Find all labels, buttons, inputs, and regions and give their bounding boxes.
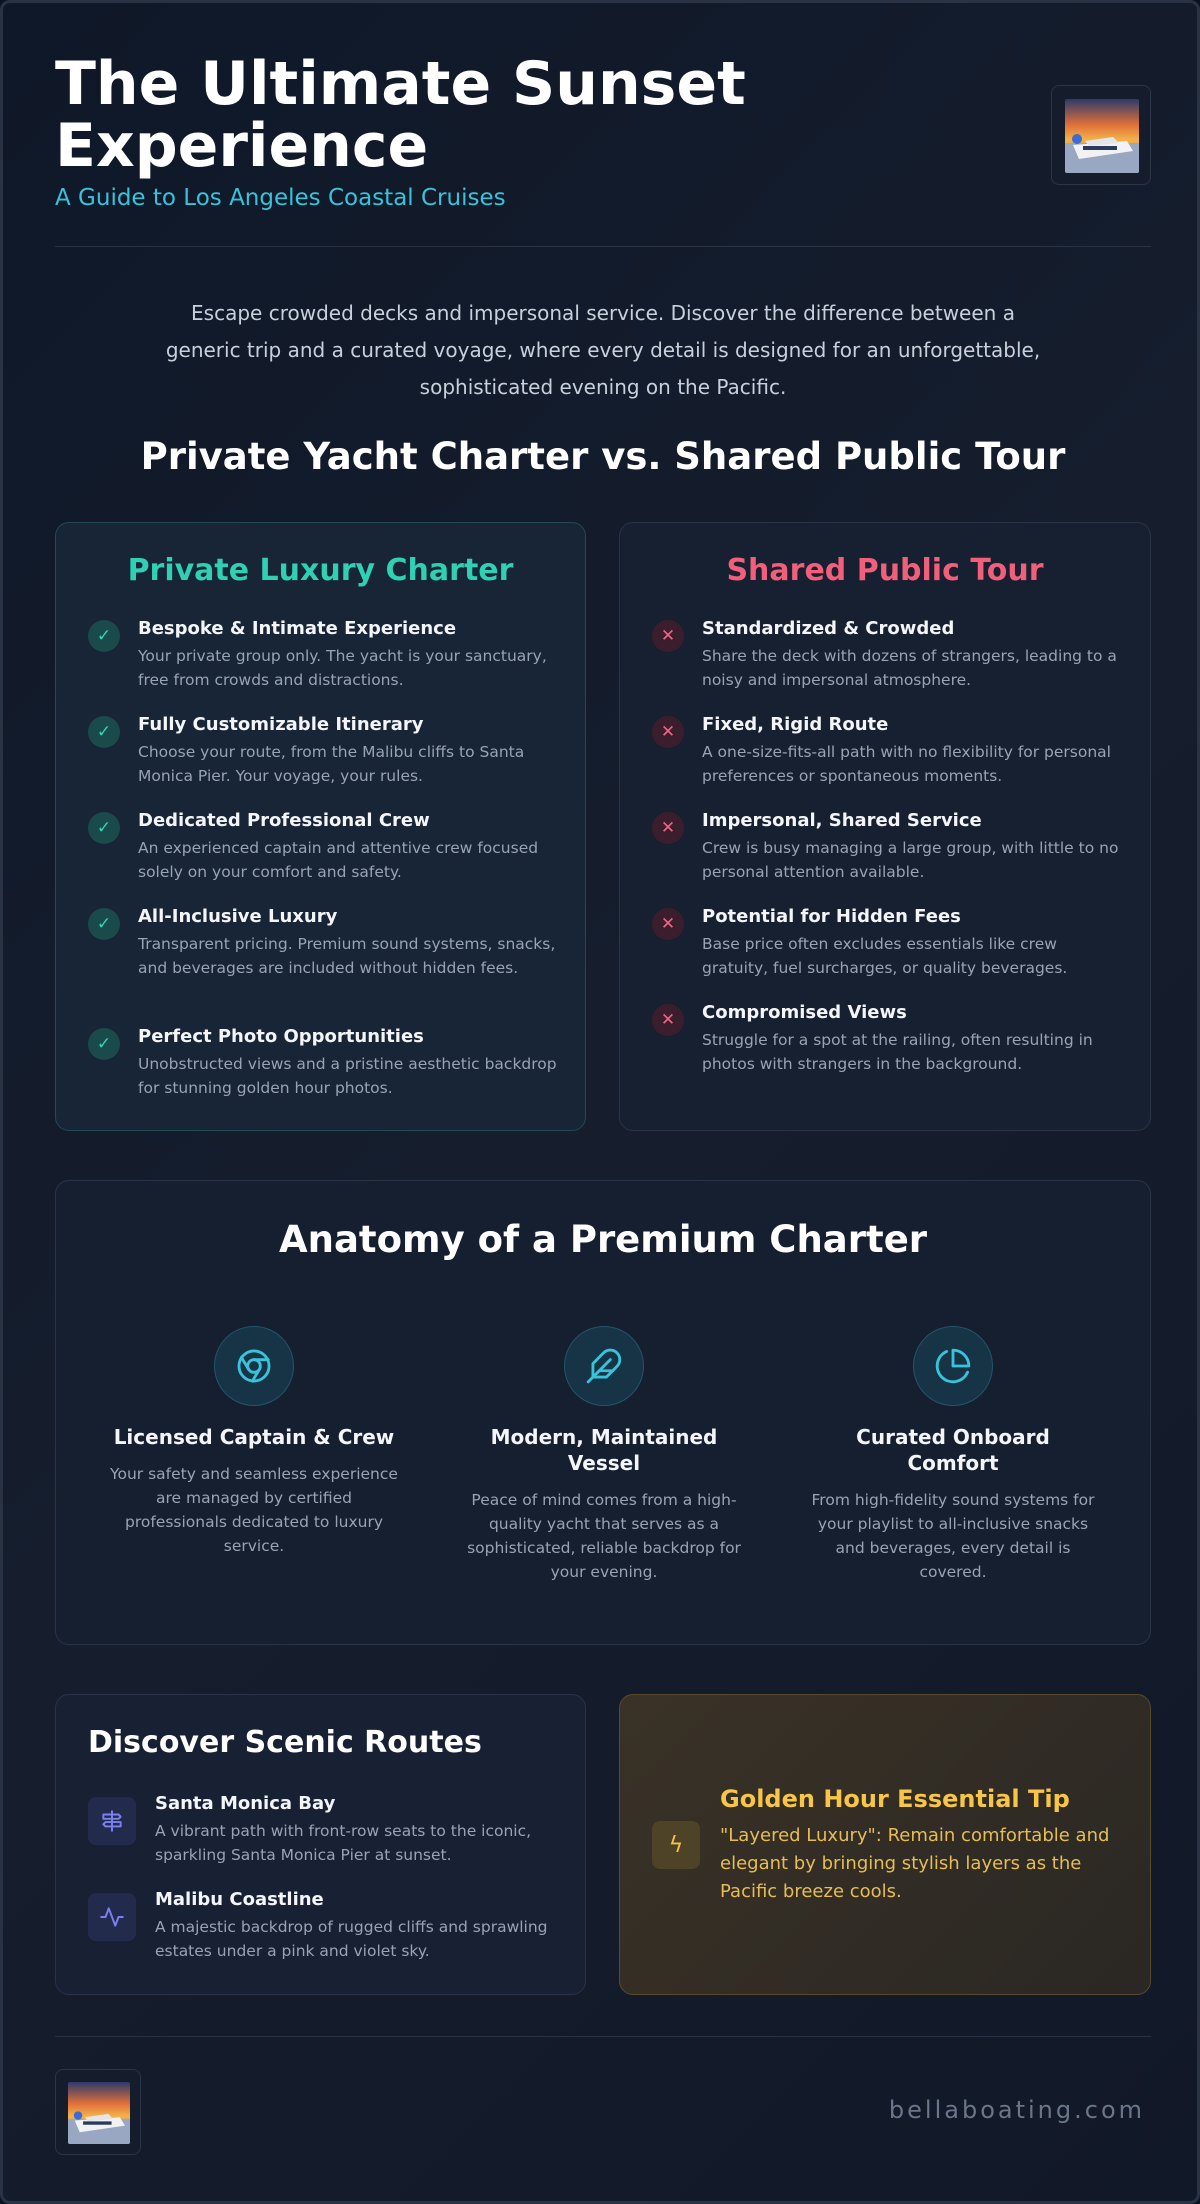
page-subtitle: A Guide to Los Angeles Coastal Cruises bbox=[55, 185, 506, 211]
footer-logo bbox=[55, 2069, 141, 2155]
anatomy-item-desc: Peace of mind comes from a high-quality yacht that serves as a sophisticated, reliable backdrop for your evening. bbox=[467, 1491, 741, 1581]
private-charter-card bbox=[55, 522, 586, 1131]
feature-title: Bespoke & Intimate Experience bbox=[138, 618, 457, 639]
private-feature-item bbox=[88, 1026, 558, 1100]
check-icon: ✓ bbox=[88, 716, 120, 748]
check-icon: ✓ bbox=[88, 620, 120, 652]
tip-text: "Layered Luxury": Remain comfortable and elegant by bringing stylish layers as the Pacific breeze cools. bbox=[720, 1825, 1110, 1902]
route-desc: A vibrant path with front-row seats to the iconic, sparkling Santa Monica Pier at sunset. bbox=[155, 1822, 532, 1864]
feature-title: Compromised Views bbox=[702, 1002, 907, 1023]
activity-icon bbox=[88, 1893, 136, 1941]
feature-desc: Choose your route, from the Malibu cliffs to Santa Monica Pier. Your voyage, your rules. bbox=[138, 743, 525, 785]
anatomy-item-title: Curated Onboard Comfort bbox=[856, 1425, 1050, 1475]
private-feature-item bbox=[88, 810, 558, 884]
pie-chart-icon bbox=[913, 1326, 993, 1406]
feature-desc: An experienced captain and attentive crew focused solely on your comfort and safety. bbox=[138, 839, 539, 881]
anatomy-item-title: Modern, Maintained Vessel bbox=[490, 1425, 718, 1475]
x-icon: ✕ bbox=[652, 1004, 684, 1036]
divider bbox=[55, 246, 1151, 247]
feature-title: Standardized & Crowded bbox=[702, 618, 955, 639]
signpost-icon bbox=[88, 1797, 136, 1845]
shared-feature-item bbox=[652, 618, 1122, 692]
x-icon: ✕ bbox=[652, 620, 684, 652]
feather-icon bbox=[564, 1326, 644, 1406]
anatomy-item bbox=[459, 1326, 749, 1584]
shared-feature-item bbox=[652, 906, 1122, 980]
anatomy-item bbox=[808, 1326, 1098, 1584]
page-title: The Ultimate Sunset Experience bbox=[55, 49, 746, 181]
feature-desc: A one-size-fits-all path with no flexibility for personal preferences or spontaneous moments. bbox=[702, 743, 1111, 785]
feature-title: Fully Customizable Itinerary bbox=[138, 714, 424, 735]
footer-divider bbox=[55, 2036, 1151, 2037]
feature-desc: Struggle for a spot at the railing, often resulting in photos with strangers in the background. bbox=[702, 1031, 1093, 1073]
feature-title: Dedicated Professional Crew bbox=[138, 810, 430, 831]
x-icon: ✕ bbox=[652, 812, 684, 844]
private-feature-item bbox=[88, 714, 558, 788]
header bbox=[55, 49, 1151, 248]
anatomy-item-title: Licensed Captain & Crew bbox=[113, 1425, 395, 1449]
x-icon: ✕ bbox=[652, 908, 684, 940]
private-feature-item bbox=[88, 618, 558, 692]
feature-desc: Share the deck with dozens of strangers, leading to a noisy and impersonal atmosphere. bbox=[702, 647, 1117, 689]
private-feature-item bbox=[88, 906, 558, 980]
shared-tour-card bbox=[619, 522, 1151, 1131]
check-icon: ✓ bbox=[88, 1028, 120, 1060]
route-title: Santa Monica Bay bbox=[155, 1793, 336, 1814]
lightning-icon: ϟ bbox=[652, 1821, 700, 1869]
yacht-photo-icon bbox=[1065, 99, 1139, 173]
feature-title: Potential for Hidden Fees bbox=[702, 906, 961, 927]
feature-title: All-Inclusive Luxury bbox=[138, 906, 338, 927]
private-charter-title: Private Luxury Charter bbox=[127, 553, 514, 588]
shared-tour-title: Shared Public Tour bbox=[726, 553, 1044, 588]
shared-feature-item bbox=[652, 1002, 1122, 1076]
scenic-routes-card bbox=[55, 1694, 586, 1995]
feature-title: Perfect Photo Opportunities bbox=[138, 1026, 424, 1047]
check-icon: ✓ bbox=[88, 908, 120, 940]
header-logo bbox=[1051, 85, 1151, 185]
route-item bbox=[88, 1793, 558, 1867]
feature-desc: Unobstructed views and a pristine aesthetic backdrop for stunning golden hour photos. bbox=[138, 1055, 557, 1097]
yacht-photo-icon bbox=[68, 2082, 130, 2144]
feature-title: Fixed, Rigid Route bbox=[702, 714, 889, 735]
check-icon: ✓ bbox=[88, 812, 120, 844]
feature-desc: Your private group only. The yacht is your sanctuary, free from crowds and distractions. bbox=[138, 647, 547, 689]
chrome-icon bbox=[214, 1326, 294, 1406]
comparison-title: Private Yacht Charter vs. Shared Public Tour bbox=[140, 435, 1066, 478]
route-title: Malibu Coastline bbox=[155, 1889, 324, 1910]
anatomy-title: Anatomy of a Premium Charter bbox=[278, 1218, 928, 1261]
feature-desc: Crew is busy managing a large group, with little to no personal attention available. bbox=[702, 839, 1119, 881]
routes-title: Discover Scenic Routes bbox=[88, 1725, 482, 1760]
anatomy-item-desc: Your safety and seamless experience are managed by certified professionals dedicated to luxury service. bbox=[110, 1465, 398, 1555]
feature-desc: Base price often excludes essentials like crew gratuity, fuel surcharges, or quality beverages. bbox=[702, 935, 1068, 977]
anatomy-section bbox=[55, 1180, 1151, 1645]
x-icon: ✕ bbox=[652, 716, 684, 748]
feature-desc: Transparent pricing. Premium sound systems, snacks, and beverages are included without hidden fees. bbox=[138, 935, 556, 977]
shared-feature-item bbox=[652, 714, 1122, 788]
shared-feature-item bbox=[652, 810, 1122, 884]
route-item bbox=[88, 1889, 558, 1963]
anatomy-item bbox=[109, 1326, 399, 1558]
intro-text: Escape crowded decks and impersonal service. Discover the difference between a generic trip and a curated voyage, where every detail is designed for an unforgettable, sophisticated evening on the Pacific. bbox=[165, 301, 1041, 399]
footer-domain: bellaboating.com bbox=[888, 2096, 1145, 2124]
route-desc: A majestic backdrop of rugged cliffs and sprawling estates under a pink and violet sky. bbox=[155, 1918, 548, 1960]
anatomy-item-desc: From high-fidelity sound systems for your playlist to all-inclusive snacks and beverages, every detail is covered. bbox=[811, 1491, 1095, 1581]
golden-hour-tip-card bbox=[619, 1694, 1151, 1995]
tip-title: Golden Hour Essential Tip bbox=[720, 1785, 1070, 1813]
feature-title: Impersonal, Shared Service bbox=[702, 810, 982, 831]
